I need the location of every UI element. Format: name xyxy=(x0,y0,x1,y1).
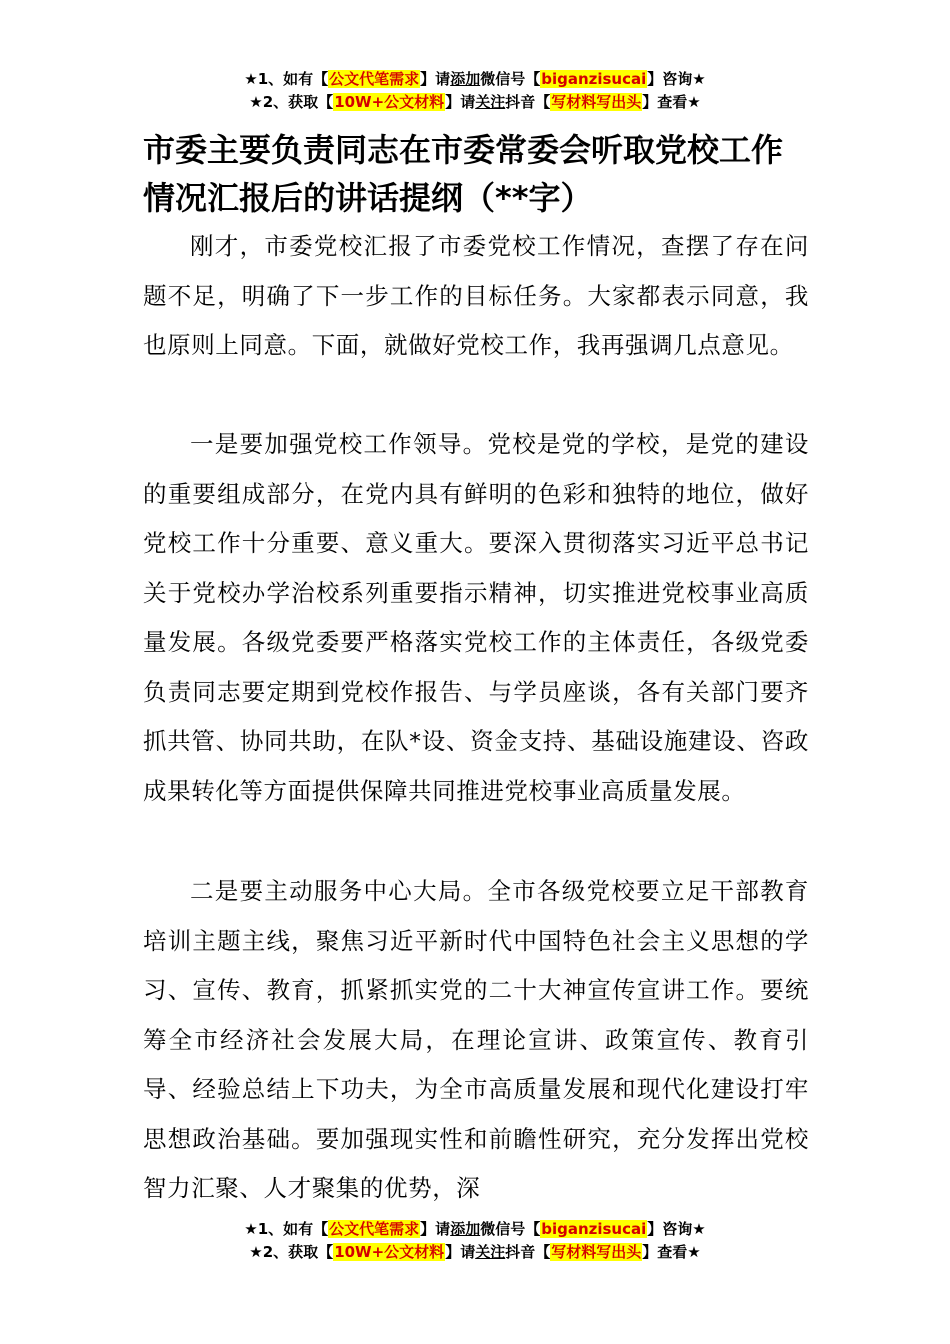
promo-emphasis: 添加 xyxy=(450,1220,481,1238)
promo-emphasis: 关注 xyxy=(475,1243,506,1261)
promo-highlight: 10W+公文材料 xyxy=(334,93,445,111)
promo-highlight: 10W+公文材料 xyxy=(334,1243,445,1261)
promo-text: ★2、获取【 xyxy=(249,93,334,111)
promo-text: 】请 xyxy=(445,1243,476,1261)
promo-text: 】咨询★ xyxy=(647,70,706,88)
promo-banner-bottom xyxy=(0,1218,950,1264)
document-title: 市委主要负责同志在市委常委会听取党校工作情况汇报后的讲话提纲（**字） xyxy=(143,131,784,217)
body-paragraph-2: 一是要加强党校工作领导。党校是党的学校，是党的建设的重要组成部分，在党内具有鲜明的色彩和独特的地位，做好党校工作十分重要、意义重大。要深入贯彻落实习近平总书记关于党校办学治校系列重要指示精神，切实推进党校事业高质量发展。各级党委要严格落实党校工作的主体责任，各级党委负责同志要定期到党校作报告、与学员座谈，各有关部门要齐抓共管、协同共助，在队*设、资金支持、基础设施建设、咨政成果转化等方面提供保障共同推进党校事业高质量发展。 xyxy=(143,430,809,805)
promo-emphasis: 关注 xyxy=(475,93,506,111)
promo-text: 抖音【 xyxy=(505,93,551,111)
promo-text: ★1、如有【 xyxy=(244,1220,329,1238)
promo-banner-top xyxy=(0,68,950,114)
body-paragraph-1: 刚才，市委党校汇报了市委党校工作情况，查摆了存在问题不足，明确了下一步工作的目标任务。大家都表示同意，我也原则上同意。下面，就做好党校工作，我再强调几点意见。 xyxy=(143,232,809,359)
promo-text: 】请 xyxy=(420,70,451,88)
promo-text: 】请 xyxy=(445,93,476,111)
promo-text: ★1、如有【 xyxy=(244,70,329,88)
promo-text: 微信号【 xyxy=(480,1220,541,1238)
promo-text: 抖音【 xyxy=(505,1243,551,1261)
promo-highlight: 写材料写出头 xyxy=(551,1243,642,1261)
promo-highlight: 写材料写出头 xyxy=(551,93,642,111)
promo-line-2 xyxy=(0,91,950,114)
promo-line-1 xyxy=(0,68,950,91)
body-paragraph-3: 二是要主动服务中心大局。全市各级党校要立足干部教育培训主题主线，聚焦习近平新时代中国特色社会主义思想的学习、宣传、教育，抓紧抓实党的二十大神宣传宣讲工作。要统筹全市经济社会发展大局，在理论宣讲、政策宣传、教育引导、经验总结上下功夫，为全市高质量发展和现代化建设打牢思想政治基础。要加强现实性和前瞻性研究，充分发挥出党校智力汇聚、人才聚集的优势，深 xyxy=(143,877,809,1202)
promo-text: 】查看★ xyxy=(642,93,701,111)
promo-emphasis: 添加 xyxy=(450,70,481,88)
promo-text: ★2、获取【 xyxy=(249,1243,334,1261)
promo-text: 】咨询★ xyxy=(647,1220,706,1238)
promo-text: 微信号【 xyxy=(480,70,541,88)
promo-highlight: 公文代笔需求 xyxy=(329,1220,420,1238)
promo-text: 】查看★ xyxy=(642,1243,701,1261)
promo-highlight: biganzisucai xyxy=(541,70,647,88)
promo-highlight: 公文代笔需求 xyxy=(329,70,420,88)
promo-highlight: biganzisucai xyxy=(541,1220,647,1238)
promo-line-2 xyxy=(0,1241,950,1264)
promo-text: 】请 xyxy=(420,1220,451,1238)
promo-line-1 xyxy=(0,1218,950,1241)
